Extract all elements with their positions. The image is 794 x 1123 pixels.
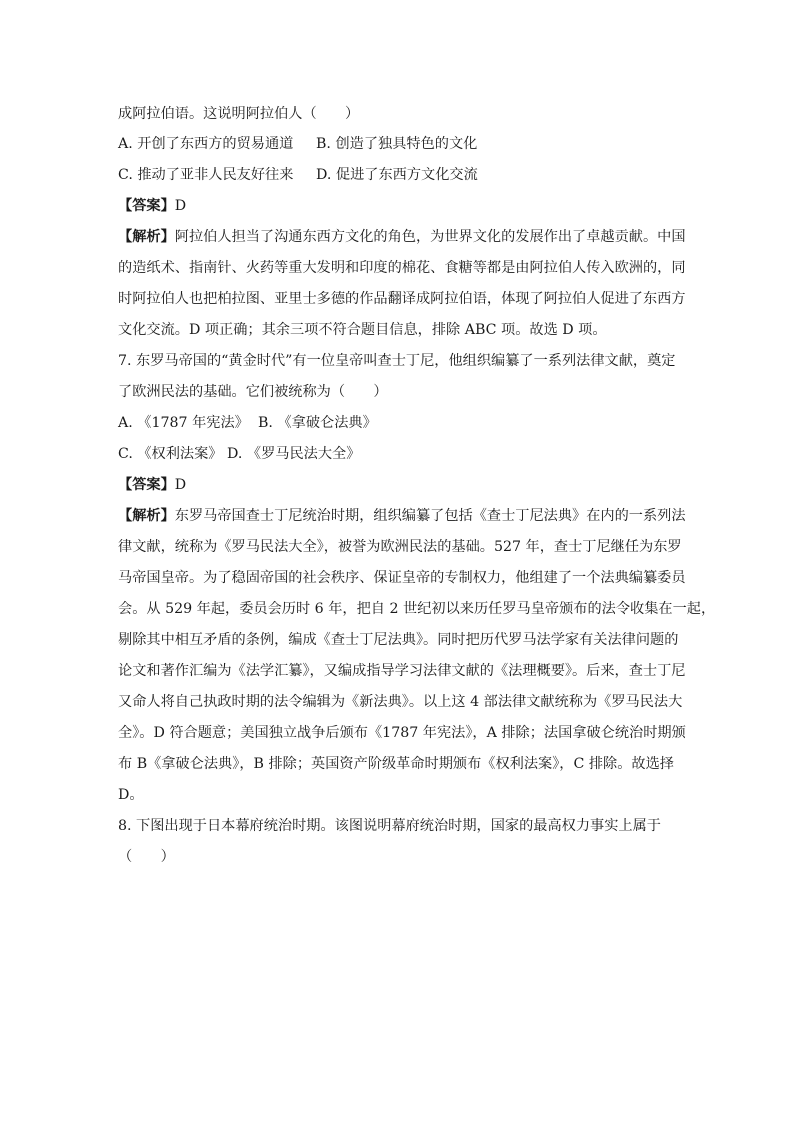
q7-option-b: B. 《拿破仑法典》 <box>258 415 377 431</box>
q7-analysis-line-5: 剔除其中相互矛盾的条例，编成《查士丁尼法典》。同时把历代罗马法学家有关法律问题的 <box>118 632 679 648</box>
q7-analysis-line-2: 律文献，统称为《罗马民法大全》，被誉为欧洲民法的基础。527 年，查士丁尼继任为东罗 <box>118 539 682 555</box>
analysis-text: 东罗马帝国查士丁尼统治时期，组织编纂了包括《查士丁尼法典》在内的一系列法 <box>174 508 686 524</box>
q6-stem-tail: 成阿拉伯语。这说明阿拉伯人（ ） <box>118 106 360 122</box>
q7-analysis-line-8: 全》。D 符合题意；美国独立战争后颁布《1787 年宪法》，A 排除；法国拿破仑统治时期颁 <box>118 725 686 741</box>
answer-value: D <box>174 198 187 214</box>
q7-answer <box>118 475 186 495</box>
q7-analysis-line-7: 又命人将自己执政时期的法令编辑为《新法典》。以上这 4 部法律文献统称为《罗马民法大 <box>118 694 683 710</box>
q6-answer <box>118 196 186 216</box>
q7-analysis-line-4: 会。从 529 年起，委员会历时 6 年，把自 2 世纪初以来历任罗马皇帝颁布的法令收集在一起， <box>118 601 716 617</box>
q7-option-cd: C. 《权利法案》 D. 《罗马民法大全》 <box>118 446 361 462</box>
analysis-label: 【解析】 <box>118 229 175 245</box>
q6-option-b: B. 创造了独具特色的文化 <box>316 136 478 152</box>
q6-analysis-line-3: 时阿拉伯人也把柏拉图、亚里士多德的作品翻译成阿拉伯语，体现了阿拉伯人促进了东西方 <box>118 291 686 307</box>
q6-option-a: A. 开创了东西方的贸易通道 <box>118 136 294 152</box>
q7-analysis-line-1 <box>118 506 686 526</box>
q6-analysis-line-4: 文化交流。D 项正确；其余三项不符合题目信息，排除 ABC 项。故选 D 项。 <box>118 322 607 338</box>
answer-label: 【答案】 <box>118 477 175 493</box>
q6-analysis-line-1 <box>118 227 686 247</box>
q7-analysis-line-6: 论文和著作汇编为《法学汇纂》，又编成指导学习法律文献的《法理概要》。后来，查士丁尼 <box>118 663 686 679</box>
q6-option-d: D. 促进了东西方文化交流 <box>316 167 478 183</box>
q7-stem-line-2: 了欧洲民法的基础。它们被统称为（ ） <box>118 384 388 400</box>
q8-stem-line-2: （ ） <box>118 849 175 865</box>
q7-stem-line-1: 7. 东罗马帝国的“黄金时代”有一位皇帝叫查士丁尼，他组织编纂了一系列法律文献，奠定 <box>118 353 676 369</box>
q7-analysis-line-3: 马帝国皇帝。为了稳固帝国的社会秩序、保证皇帝的专制权力，他组建了一个法典编纂委员 <box>118 570 686 586</box>
analysis-text: 阿拉伯人担当了沟通东西方文化的角色，为世界文化的发展作出了卓越贡献。中国 <box>174 229 686 245</box>
answer-label: 【答案】 <box>118 198 175 214</box>
q7-option-a: A. 《1787 年宪法》 <box>118 415 249 431</box>
q6-option-c: C. 推动了亚非人民友好往来 <box>118 167 294 183</box>
analysis-label: 【解析】 <box>118 508 175 524</box>
q6-analysis-line-2: 的造纸术、指南针、火药等重大发明和印度的棉花、食糖等都是由阿拉伯人传入欧洲的，同 <box>118 260 686 276</box>
q7-analysis-line-9: 布 B《拿破仑法典》，B 排除；英国资产阶级革命时期颁布《权利法案》，C 排除。故选择 <box>118 756 674 772</box>
q7-analysis-line-10: D。 <box>118 787 144 803</box>
answer-value: D <box>174 477 187 493</box>
q8-stem-line-1: 8. 下图出现于日本幕府统治时期。该图说明幕府统治时期，国家的最高权力事实上属于 <box>118 818 661 834</box>
